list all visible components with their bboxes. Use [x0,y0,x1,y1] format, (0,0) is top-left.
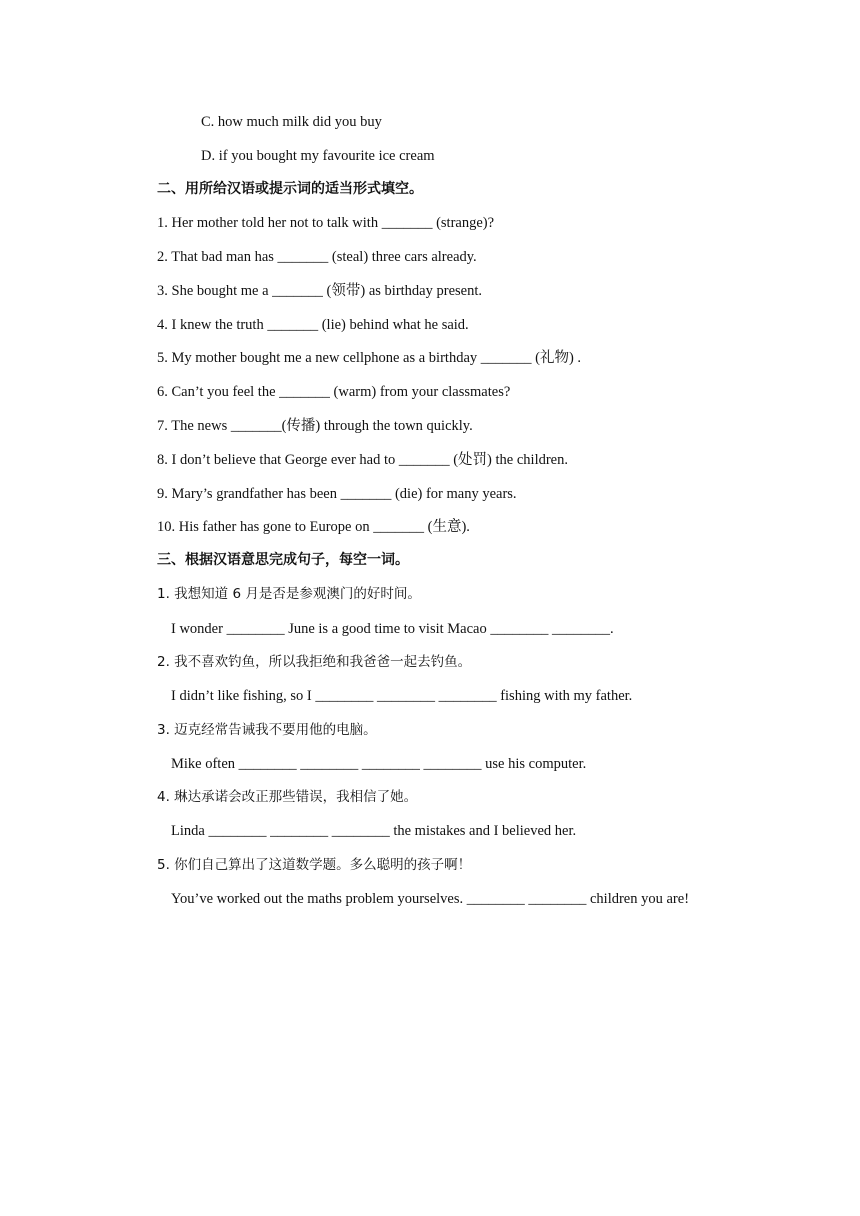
section-2-item-7: 7. The news _______(传播) through the town quickly. [157,418,473,434]
section-2-item-1: 1. Her mother told her not to talk with _______ (strange)? [157,215,495,231]
section-3-heading: 三、根据汉语意思完成句子，每空一词。 [157,552,409,568]
section-3-item-2-english: I didn’t like fishing, so I ________ ________ ________ fishing with my father. [171,688,633,704]
section-3-item-1-chinese: 1. 我想知道 6 月是否是参观澳门的好时间。 [157,586,421,602]
section-2-item-9: 9. Mary’s grandfather has been _______ (die) for many years. [157,486,517,502]
section-2-item-5: 5. My mother bought me a new cellphone as a birthday _______ (礼物) . [157,350,582,366]
section-3-item-2-chinese: 2. 我不喜欢钓鱼，所以我拒绝和我爸爸一起去钓鱼。 [157,654,472,670]
section-2-item-6: 6. Can’t you feel the _______ (warm) from your classmates? [157,384,511,400]
section-3-item-4-english: Linda ________ ________ ________ the mistakes and I believed her. [171,823,577,839]
section-2-item-8: 8. I don’t believe that George ever had to _______ (处罚) the children. [157,452,568,468]
section-2-item-2: 2. That bad man has _______ (steal) three cars already. [157,249,477,265]
section-3-item-5-chinese: 5. 你们自己算出了这道数学题。多么聪明的孩子啊！ [157,857,472,873]
section-3-item-4-chinese: 4. 琳达承诺会改正那些错误，我相信了她。 [157,789,418,805]
option-d: D. if you bought my favourite ice cream [201,148,435,164]
section-2-item-4: 4. I knew the truth _______ (lie) behind what he said. [157,317,469,333]
section-3-item-1-english: I wonder ________ June is a good time to visit Macao ________ ________. [171,621,614,637]
section-3-item-5-english: You’ve worked out the maths problem yourselves. ________ ________ children you are! [171,891,690,907]
section-2-item-10: 10. His father has gone to Europe on _______ (生意). [157,519,470,535]
section-3-item-3-english: Mike often ________ ________ ________ ________ use his computer. [171,756,587,772]
option-c: C. how much milk did you buy [201,114,382,130]
section-2-heading: 二、用所给汉语或提示词的适当形式填空。 [157,181,423,197]
section-3-item-3-chinese: 3. 迈克经常告诫我不要用他的电脑。 [157,722,377,738]
section-2-item-3: 3. She bought me a _______ (领带) as birthday present. [157,283,482,299]
